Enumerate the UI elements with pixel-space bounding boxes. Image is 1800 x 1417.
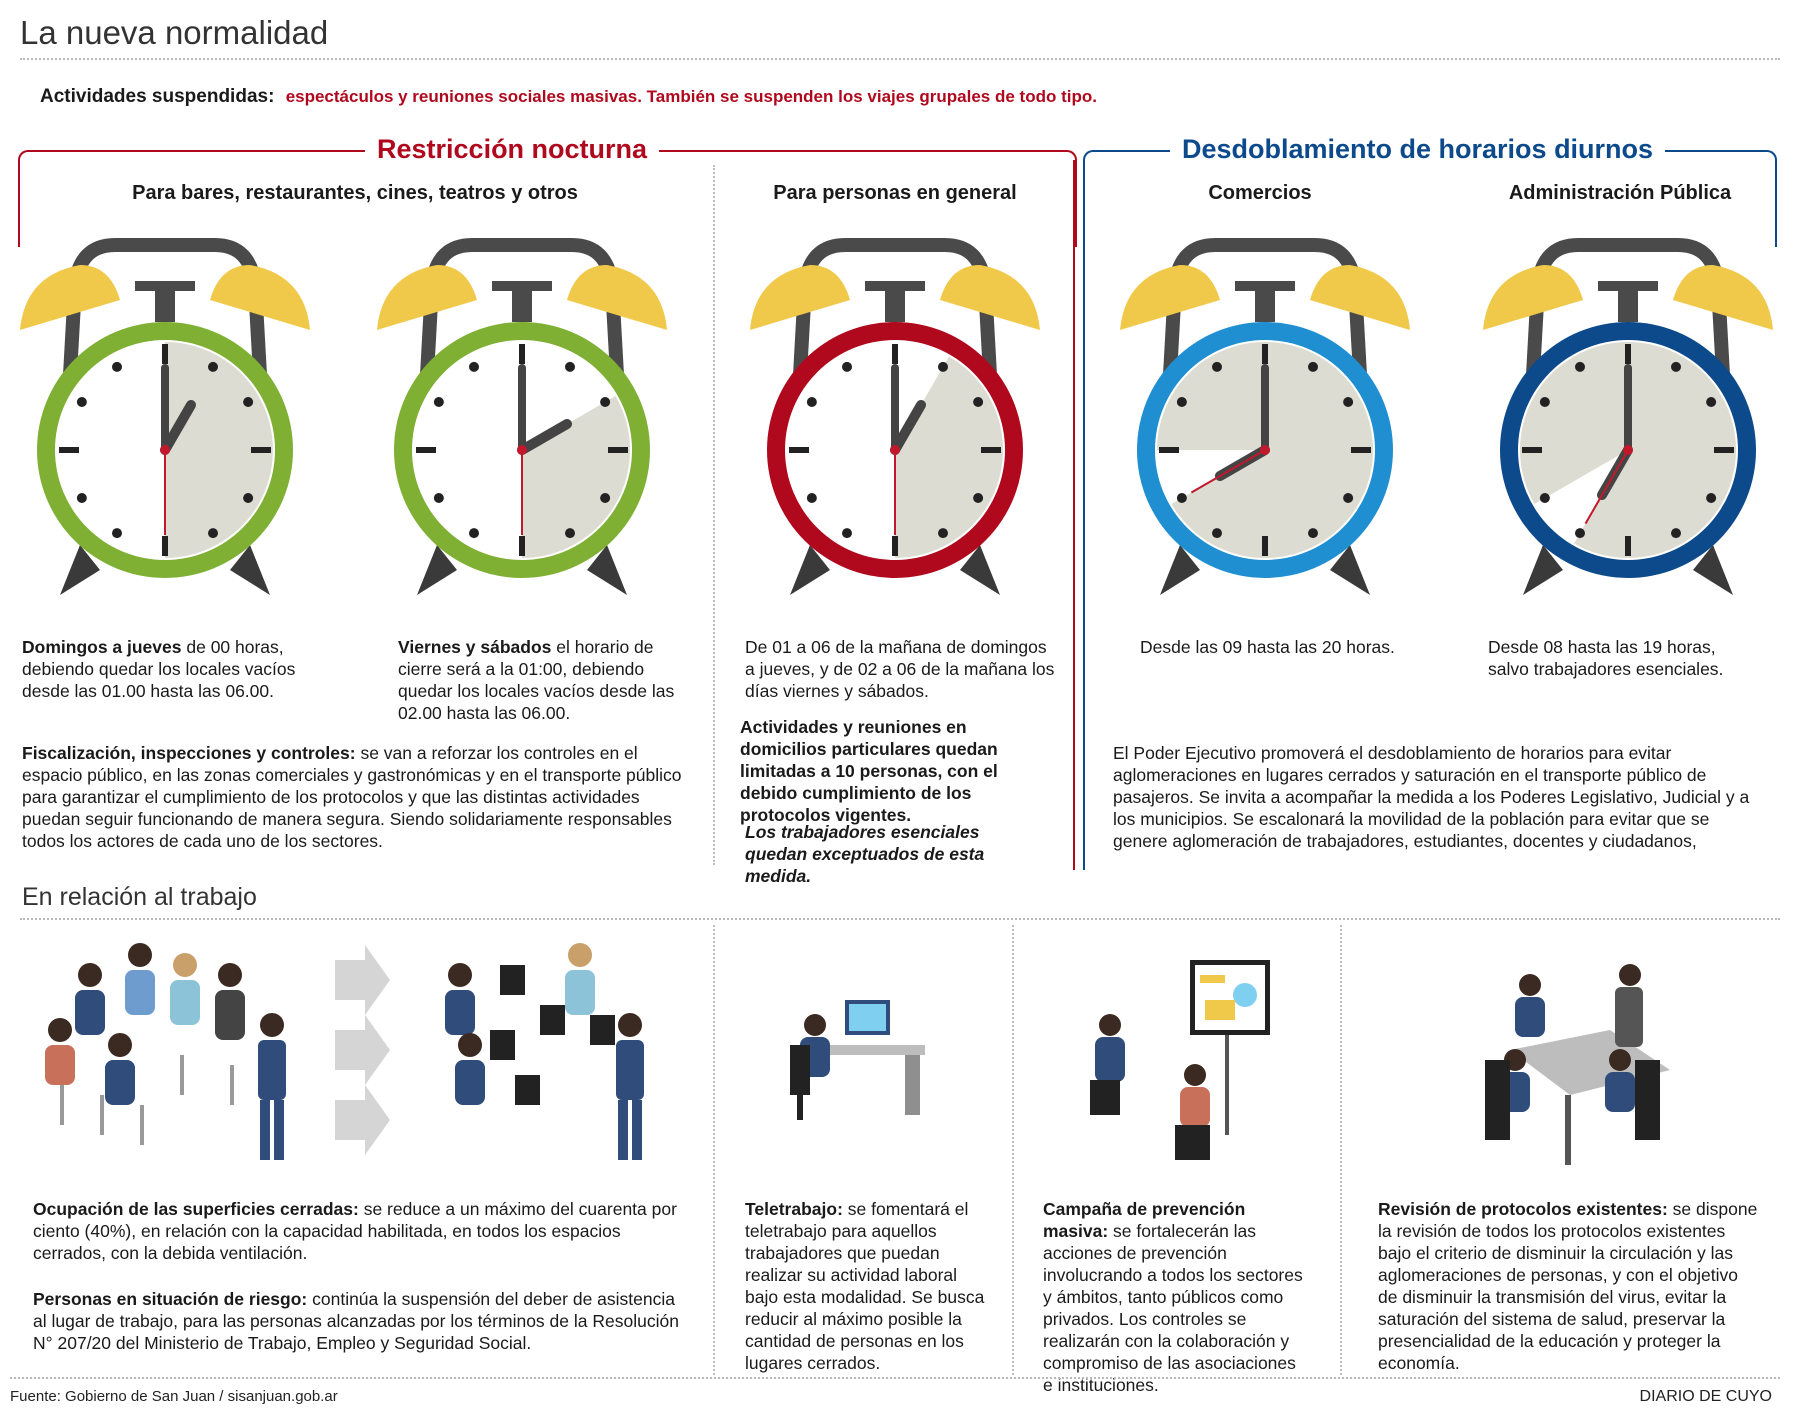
revision-text xyxy=(1378,1198,1758,1374)
prevention-campaign-illustration xyxy=(1080,955,1280,1175)
clock1-text xyxy=(22,636,307,702)
divider xyxy=(20,918,1780,920)
riesgo-rest: continúa la suspensión del deber de asistencia al lugar de trabajo, para las personas alcanzadas por los términos de la Resolución N° 207/20 del Ministerio de Trabajo, Empleo y Seguridad Social. xyxy=(33,1289,679,1353)
page-title: La nueva normalidad xyxy=(20,14,329,51)
day-bracket-left xyxy=(1083,160,1085,870)
domicilios-text: Actividades y reuniones en domicilios particulares quedan limitadas a 10 personas, con el debido cumplimiento de los protocolos vigentes. xyxy=(740,717,998,825)
day-sub1: Comercios xyxy=(1208,182,1312,204)
clock2-text xyxy=(398,636,688,724)
fiscalizacion-text xyxy=(22,742,682,852)
teleworker-illustration xyxy=(785,985,935,1135)
fiscal-rest: se van a reforzar los controles en el espacio público, en las zonas comerciales y gastronómicas y en el transporte público para garantizar el cumplimiento de los protocolos y que las distintas actividades puedan seguir funcionando de manera segura. Siendo solidariamente responsables todos los actores de cada uno de los sectores. xyxy=(22,743,682,851)
source-text: Fuente: Gobierno de San Juan / sisanjuan.gob.ar xyxy=(10,1388,338,1405)
suspended-activities xyxy=(40,86,1097,108)
work-title: En relación al trabajo xyxy=(22,883,257,911)
divider-vertical xyxy=(713,165,715,865)
alarm-clock-icon xyxy=(372,225,672,615)
day-title: Desdoblamiento de horarios diurnos xyxy=(1170,134,1665,165)
fiscal-bold: Fiscalización, inspecciones y controles: xyxy=(22,743,356,763)
clock4-text: Desde las 09 hasta las 20 horas. xyxy=(1140,637,1395,657)
suspended-text: espectáculos y reuniones sociales masivas. También se suspenden los viajes grupales de todo tipo. xyxy=(285,87,1097,106)
suspended-label: Actividades suspendidas: xyxy=(40,86,275,107)
day-sub2: Administración Pública xyxy=(1508,182,1732,204)
alarm-clock-icon xyxy=(745,225,1045,615)
ocupacion-rest: se reduce a un máximo del cuarenta por ciento (40%), en relación con la capacidad habilitada, en todos los espacios cerrados, con la debida ventilación. xyxy=(33,1199,677,1263)
clock5-text: Desde 08 hasta las 19 horas, salvo trabajadores esenciales. xyxy=(1488,637,1724,679)
protocol-review-illustration xyxy=(1470,960,1690,1180)
night-bracket-right xyxy=(1073,160,1075,870)
divider xyxy=(20,58,1780,60)
night-sub2: Para personas en general xyxy=(773,182,1017,204)
revision-bold: Revisión de protocolos existentes: xyxy=(1378,1199,1668,1219)
alarm-clock-icon xyxy=(15,225,315,615)
ocupacion-bold: Ocupación de las superficies cerradas: xyxy=(33,1199,359,1219)
divider xyxy=(10,1377,1780,1379)
tele-rest: se fomentará el teletrabajo para aquellos trabajadores que puedan realizar su actividad laboral bajo esta modalidad. Se busca reducir al máximo posible la cantidad de personas en los lugares cerrados. xyxy=(745,1199,985,1373)
esenciales-text: Los trabajadores esenciales quedan exceptuados de esta medida. xyxy=(745,822,985,886)
clock2-bold: Viernes y sábados xyxy=(398,637,552,657)
alarm-clock-icon xyxy=(1115,225,1415,615)
divider-vertical xyxy=(1012,925,1014,1375)
divider-vertical xyxy=(1340,925,1342,1375)
brand-text: DIARIO DE CUYO xyxy=(1639,1388,1772,1405)
alarm-clock-icon xyxy=(1478,225,1778,615)
teletrabajo-text xyxy=(745,1198,985,1374)
clock1-bold: Domingos a jueves xyxy=(22,637,182,657)
ejecutivo-text: El Poder Ejecutivo promoverá el desdoblamiento de horarios para evitar aglomeraciones en lugares cerrados y saturación en el transporte público de pasajeros. Se invita a acompañar la medida a los Poderes Legislativo, Judicial y a los municipios. Se escalonará la movilidad de la población para evitar que se genere aglomeración de trabajadores, estudiantes, docentes y ciudadanos, xyxy=(1113,743,1750,851)
campana-bold: Campaña de prevención masiva: xyxy=(1043,1199,1246,1241)
night-title: Restricción nocturna xyxy=(365,134,659,165)
tele-bold: Teletrabajo: xyxy=(745,1199,843,1219)
riesgo-bold: Personas en situación de riesgo: xyxy=(33,1289,308,1309)
divider-vertical xyxy=(713,925,715,1375)
night-sub1: Para bares, restaurantes, cines, teatros y otros xyxy=(132,182,578,204)
clock2-rest: el horario de cierre será a la 01:00, debiendo quedar los locales vacíos desde las 02.00 hasta las 06.00. xyxy=(398,637,675,723)
clock1-rest: de 00 horas, debiendo quedar los locales vacíos desde las 01.00 hasta las 06.00. xyxy=(22,637,296,701)
campana-rest: se fortalecerán las acciones de prevención involucrando a todos los sectores y ámbitos, tanto públicos como privados. Los controles se realizarán con la colaboración y compromiso de las asociaciones e instituciones. xyxy=(1043,1221,1303,1395)
meeting-illustration xyxy=(30,935,700,1175)
clock3-text: De 01 a 06 de la mañana de domingos a jueves, y de 02 a 06 de la mañana los días viernes y sábados. xyxy=(745,637,1055,701)
revision-rest: se dispone la revisión de todos los protocolos existentes bajo el criterio de disminuir la circulación y las aglomeraciones de personas, y con el objetivo de disminuir la transmisión del virus, evitar la saturación del sistema de salud, preservar la presencialidad de la educación y proteger la economía. xyxy=(1378,1199,1758,1373)
campana-text xyxy=(1043,1198,1308,1396)
ocupacion-text xyxy=(33,1198,683,1264)
riesgo-text xyxy=(33,1288,683,1354)
